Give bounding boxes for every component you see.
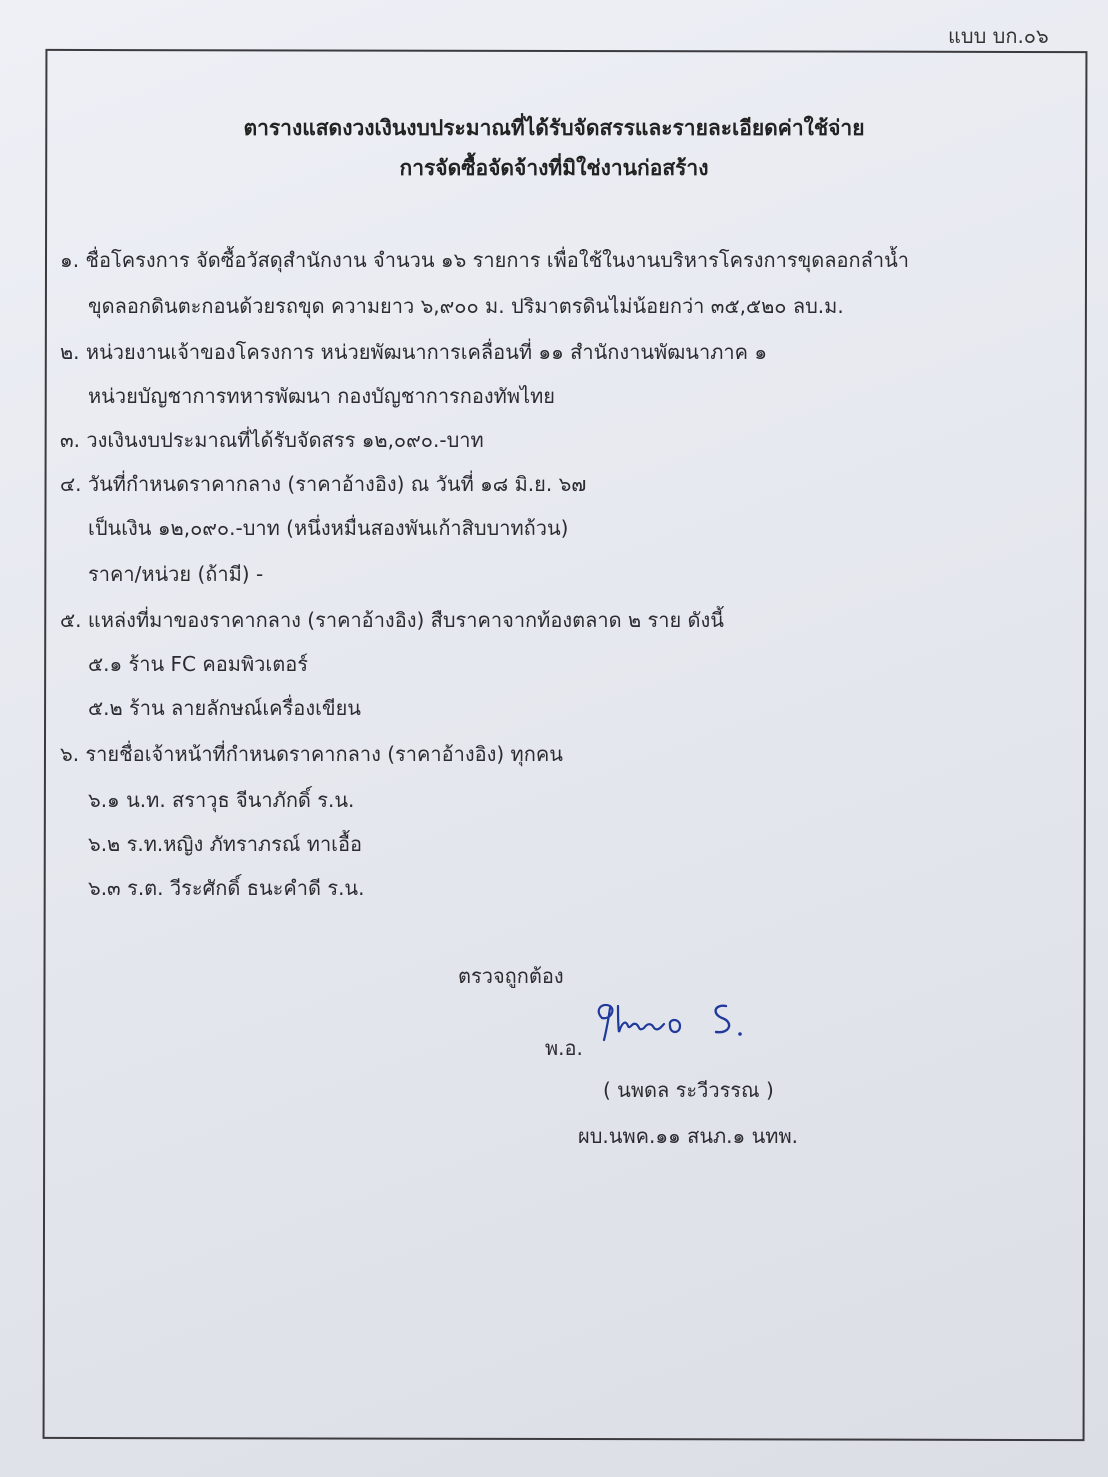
signer-position: ผบ.นพค.๑๑ สนภ.๑ นทพ. [578,1124,798,1148]
item-1-project-name-cont: ขุดลอกดินตะกอนด้วยรถขุด ความยาว ๖,๙๐๐ ม. ปริมาตรดินไม่น้อยกว่า ๓๕,๕๒๐ ลบ.ม. [88,294,844,318]
handwritten-signature-icon [588,996,758,1046]
signer-rank: พ.อ. [545,1036,583,1060]
item-4-reference-date: ๔. วันที่กำหนดราคากลาง (ราคาอ้างอิง) ณ วันที่ ๑๘ มิ.ย. ๖๗ [60,472,587,496]
item-4-unit-price: ราคา/หน่วย (ถ้ามี) - [88,562,264,586]
item-5-2-shop: ๕.๒ ร้าน ลายลักษณ์เครื่องเขียน [88,696,361,720]
item-4-amount: เป็นเงิน ๑๒,๐๙๐.-บาท (หนึ่งหมื่นสองพันเก้าสิบบาทถ้วน) [88,516,569,540]
item-3-budget: ๓. วงเงินงบประมาณที่ได้รับจัดสรร ๑๒,๐๙๐.-บาท [60,428,484,452]
item-6-2-officer: ๖.๒ ร.ท.หญิง ภัทราภรณ์ ทาเอื้อ [88,832,363,856]
item-5-1-shop: ๕.๑ ร้าน FC คอมพิวเตอร์ [88,652,308,676]
item-5-price-source: ๕. แหล่งที่มาของราคากลาง (ราคาอ้างอิง) สืบราคาจากท้องตลาด ๒ ราย ดังนี้ [60,608,724,632]
item-1-project-name: ๑. ชื่อโครงการ จัดซื้อวัสดุสำนักงาน จำนวน ๑๖ รายการ เพื่อใช้ในงานบริหารโครงการขุดลอกลำน้ำ [60,248,909,272]
signer-name: ( นพดล ระวีวรรณ ) [603,1078,774,1102]
item-6-3-officer: ๖.๓ ร.ต. วีระศักดิ์ ธนะคำดี ร.น. [88,876,365,900]
item-6-1-officer: ๖.๑ น.ท. สราวุธ จีนาภักดิ์ ร.น. [88,788,355,812]
document-title-line2: การจัดซื้อจัดจ้างที่มิใช่งานก่อสร้าง [399,156,709,180]
item-6-officers: ๖. รายชื่อเจ้าหน้าที่กำหนดราคากลาง (ราคาอ้างอิง) ทุกคน [60,742,563,766]
form-code: แบบ บก.๐๖ [948,24,1049,48]
certify-label: ตรวจถูกต้อง [458,964,564,988]
item-2-owner-agency-cont: หน่วยบัญชาการทหารพัฒนา กองบัญชาการกองทัพไทย [88,384,556,408]
item-2-owner-agency: ๒. หน่วยงานเจ้าของโครงการ หน่วยพัฒนาการเคลื่อนที่ ๑๑ สำนักงานพัฒนาภาค ๑ [60,340,768,364]
document-title-line1: ตารางแสดงวงเงินงบประมาณที่ได้รับจัดสรรและรายละเอียดค่าใช้จ่าย [243,116,865,140]
